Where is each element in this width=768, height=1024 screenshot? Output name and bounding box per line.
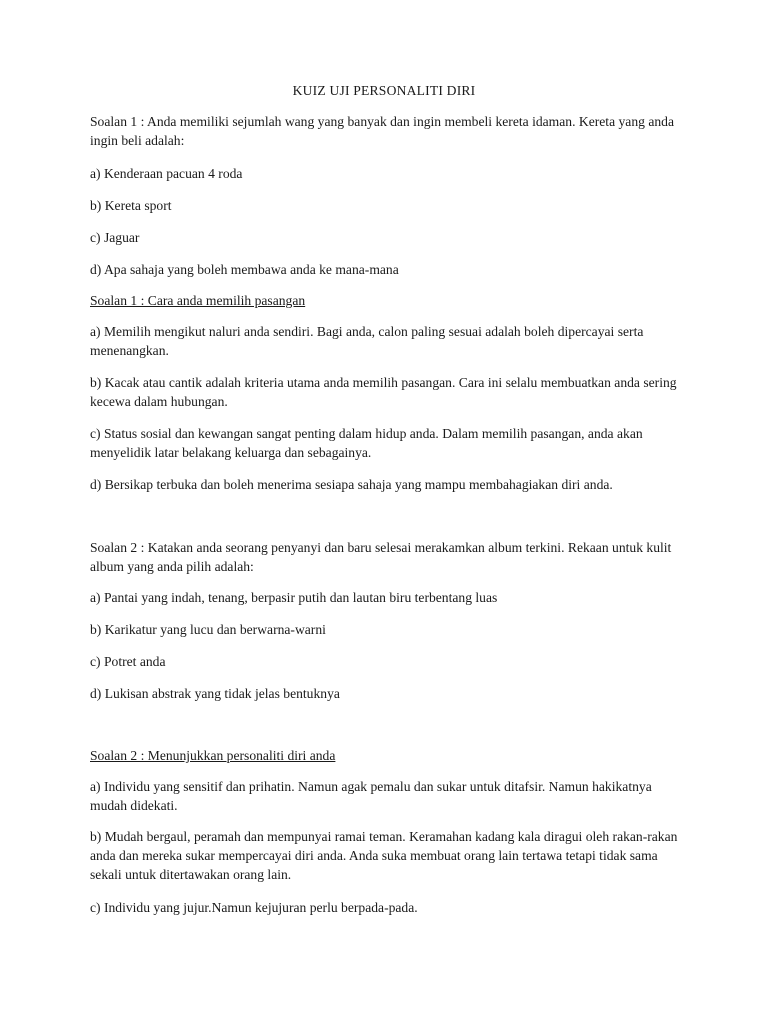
answer-2-item-b: b) Mudah bergaul, peramah dan mempunyai ramai teman. Keramahan kadang kala diragui oleh rakan-rakan anda dan mereka sukar mempercayai diri anda. Anda suka membuat orang lain tertawa tetapi tidak sama sekali untuk ditertawakan orang lain. (90, 829, 678, 882)
answer-2-item-c: c) Individu yang jujur.Namun kejujuran perlu berpada-pada. (90, 900, 418, 915)
question-1-option-a: a) Kenderaan pacuan 4 roda (90, 166, 243, 181)
question-2-text: Soalan 2 : Katakan anda seorang penyanyi dan baru selesai merakamkan album terkini. Rekaan untuk kulit album yang anda pilih adalah: (90, 540, 672, 574)
question-1-option-d: d) Apa sahaja yang boleh membawa anda ke mana-mana (90, 262, 399, 277)
answer-1-heading: Soalan 1 : Cara anda memilih pasangan (90, 293, 306, 308)
document-title: KUIZ UJI PERSONALITI DIRI (292, 83, 476, 98)
question-1-option-b: b) Kereta sport (90, 198, 172, 213)
question-1-option-c: c) Jaguar (90, 230, 140, 245)
answer-1-item-c: c) Status sosial dan kewangan sangat penting dalam hidup anda. Dalam memilih pasangan, anda akan menyelidik latar belakang keluarga dan sebagainya. (90, 426, 643, 460)
answer-2-heading: Soalan 2 : Menunjukkan personaliti diri anda (90, 748, 336, 763)
answer-1-item-d: d) Bersikap terbuka dan boleh menerima sesiapa sahaja yang mampu membahagiakan diri anda. (90, 477, 613, 492)
question-2-option-c: c) Potret anda (90, 654, 166, 669)
answer-2-item-a: a) Individu yang sensitif dan prihatin. Namun agak pemalu dan sukar untuk ditafsir. Namun hakikatnya mudah didekati. (90, 779, 652, 813)
question-1-text: Soalan 1 : Anda memiliki sejumlah wang yang banyak dan ingin membeli kereta idaman. Kereta yang anda ingin beli adalah: (90, 114, 674, 148)
answer-1-item-a: a) Memilih mengikut naluri anda sendiri. Bagi anda, calon paling sesuai adalah boleh dipercayai serta menenangkan. (90, 324, 644, 358)
question-2-option-a: a) Pantai yang indah, tenang, berpasir putih dan lautan biru terbentang luas (90, 590, 498, 605)
answer-1-item-b: b) Kacak atau cantik adalah kriteria utama anda memilih pasangan. Cara ini selalu membuatkan anda sering kecewa dalam hubungan. (90, 375, 677, 409)
question-2-option-b: b) Karikatur yang lucu dan berwarna-warni (90, 622, 326, 637)
question-2-option-d: d) Lukisan abstrak yang tidak jelas bentuknya (90, 686, 340, 701)
